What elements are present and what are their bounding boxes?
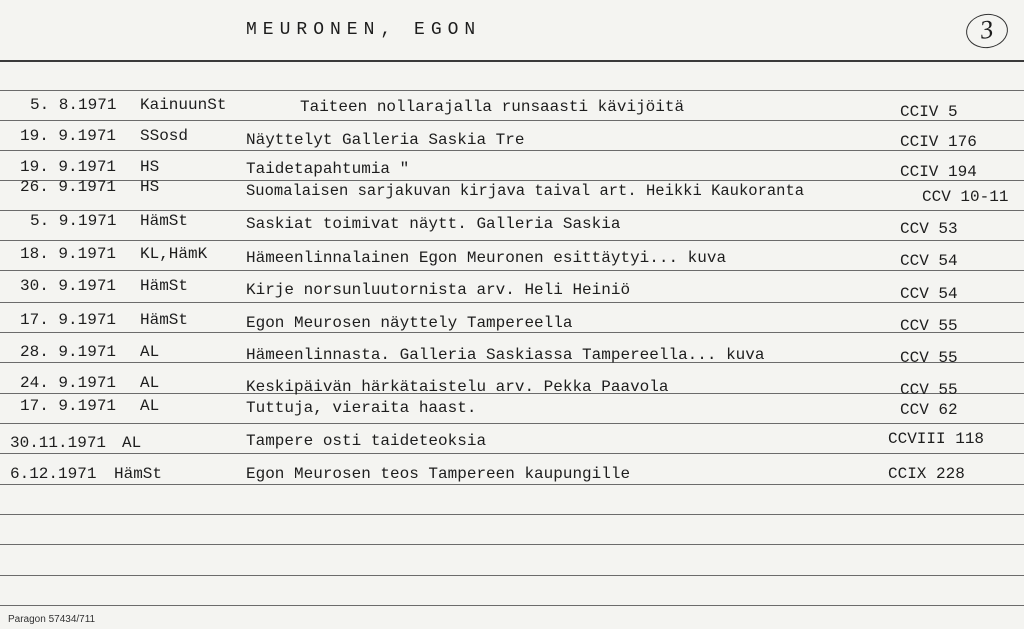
ruled-line — [0, 484, 1024, 485]
entry-date: 17. 9.1971 — [20, 397, 117, 415]
entry-reference: CCV 54 — [900, 252, 958, 270]
entry-title: Taiteen nollarajalla runsaasti kävijöitä — [300, 98, 685, 116]
entry-date: 30.11.1971 — [10, 434, 107, 452]
entry-title: Hämeenlinnalainen Egon Meuronen esittäytyi... kuva — [246, 249, 727, 267]
entry-source: SSosd — [140, 127, 189, 145]
entry-source: AL — [140, 343, 160, 361]
entry-title: Suomalaisen sarjakuvan kirjava taival art. Heikki Kaukoranta — [246, 182, 805, 200]
card-number: 3 — [964, 11, 1010, 51]
entry-date: 28. 9.1971 — [20, 343, 117, 361]
printer-imprint: Paragon 57434/711 — [8, 614, 96, 625]
entry-date: 5. 8.1971 — [30, 96, 117, 114]
ruled-line — [0, 514, 1024, 515]
ruled-line — [0, 544, 1024, 545]
entry-date: 5. 9.1971 — [30, 212, 117, 230]
entry-source: KainuunSt — [140, 96, 227, 114]
entry-reference: CCIV 176 — [900, 133, 977, 151]
ruled-line — [0, 270, 1024, 271]
ruled-line — [0, 240, 1024, 241]
entry-source: HämSt — [140, 311, 189, 329]
entry-source: AL — [140, 374, 160, 392]
entry-title: Egon Meurosen teos Tampereen kaupungille — [246, 465, 631, 483]
entry-reference: CCIV 194 — [900, 163, 977, 181]
entry-date: 19. 9.1971 — [20, 158, 117, 176]
card-title: MEURONEN, EGON — [246, 20, 482, 40]
entry-date: 30. 9.1971 — [20, 277, 117, 295]
entry-reference: CCVIII 118 — [888, 430, 985, 448]
entry-reference: CCV 55 — [900, 381, 958, 399]
entry-title: Näyttelyt Galleria Saskia Tre — [246, 131, 525, 149]
entry-date: 18. 9.1971 — [20, 245, 117, 263]
entry-reference: CCV 55 — [900, 317, 958, 335]
entry-date: 24. 9.1971 — [20, 374, 117, 392]
entry-title: Kirje norsunluutornista arv. Heli Heiniö — [246, 281, 631, 299]
ruled-line — [0, 605, 1024, 606]
entry-source: HS — [140, 158, 160, 176]
ruled-line — [0, 302, 1024, 303]
entry-reference: CCV 55 — [900, 349, 958, 367]
entry-reference: CCV 53 — [900, 220, 958, 238]
ruled-line — [0, 90, 1024, 91]
entry-source: HämSt — [140, 212, 189, 230]
entry-source: AL — [140, 397, 160, 415]
entry-date: 6.12.1971 — [10, 465, 97, 483]
entry-source: HämSt — [114, 465, 163, 483]
ruled-line — [0, 60, 1024, 62]
entry-source: AL — [122, 434, 142, 452]
ruled-line — [0, 210, 1024, 211]
ruled-line — [0, 332, 1024, 333]
entry-date: 26. 9.1971 — [20, 178, 117, 196]
ruled-line — [0, 120, 1024, 121]
entry-title: Keskipäivän härkätaistelu arv. Pekka Paavola — [246, 378, 669, 396]
entry-reference: CCIV 5 — [900, 103, 958, 121]
entry-source: HämSt — [140, 277, 189, 295]
entry-source: HS — [140, 178, 160, 196]
entry-title: Tuttuja, vieraita haast. — [246, 399, 477, 417]
ruled-line — [0, 453, 1024, 454]
entry-date: 19. 9.1971 — [20, 127, 117, 145]
ruled-line — [0, 423, 1024, 424]
entry-date: 17. 9.1971 — [20, 311, 117, 329]
entry-reference: CCIX 228 — [888, 465, 965, 483]
entry-title: Saskiat toimivat näytt. Galleria Saskia — [246, 215, 621, 233]
entry-reference: CCV 54 — [900, 285, 958, 303]
entry-reference: CCV 10-11 — [922, 188, 1009, 206]
entry-source: KL,HämK — [140, 245, 208, 263]
entry-reference: CCV 62 — [900, 401, 958, 419]
ruled-line — [0, 575, 1024, 576]
entry-title: Tampere osti taideteoksia — [246, 432, 487, 450]
entry-title: Taidetapahtumia " — [246, 160, 410, 178]
entry-title: Egon Meurosen näyttely Tampereella — [246, 314, 573, 332]
ruled-line — [0, 150, 1024, 151]
entry-title: Hämeenlinnasta. Galleria Saskiassa Tampereella... kuva — [246, 346, 765, 364]
